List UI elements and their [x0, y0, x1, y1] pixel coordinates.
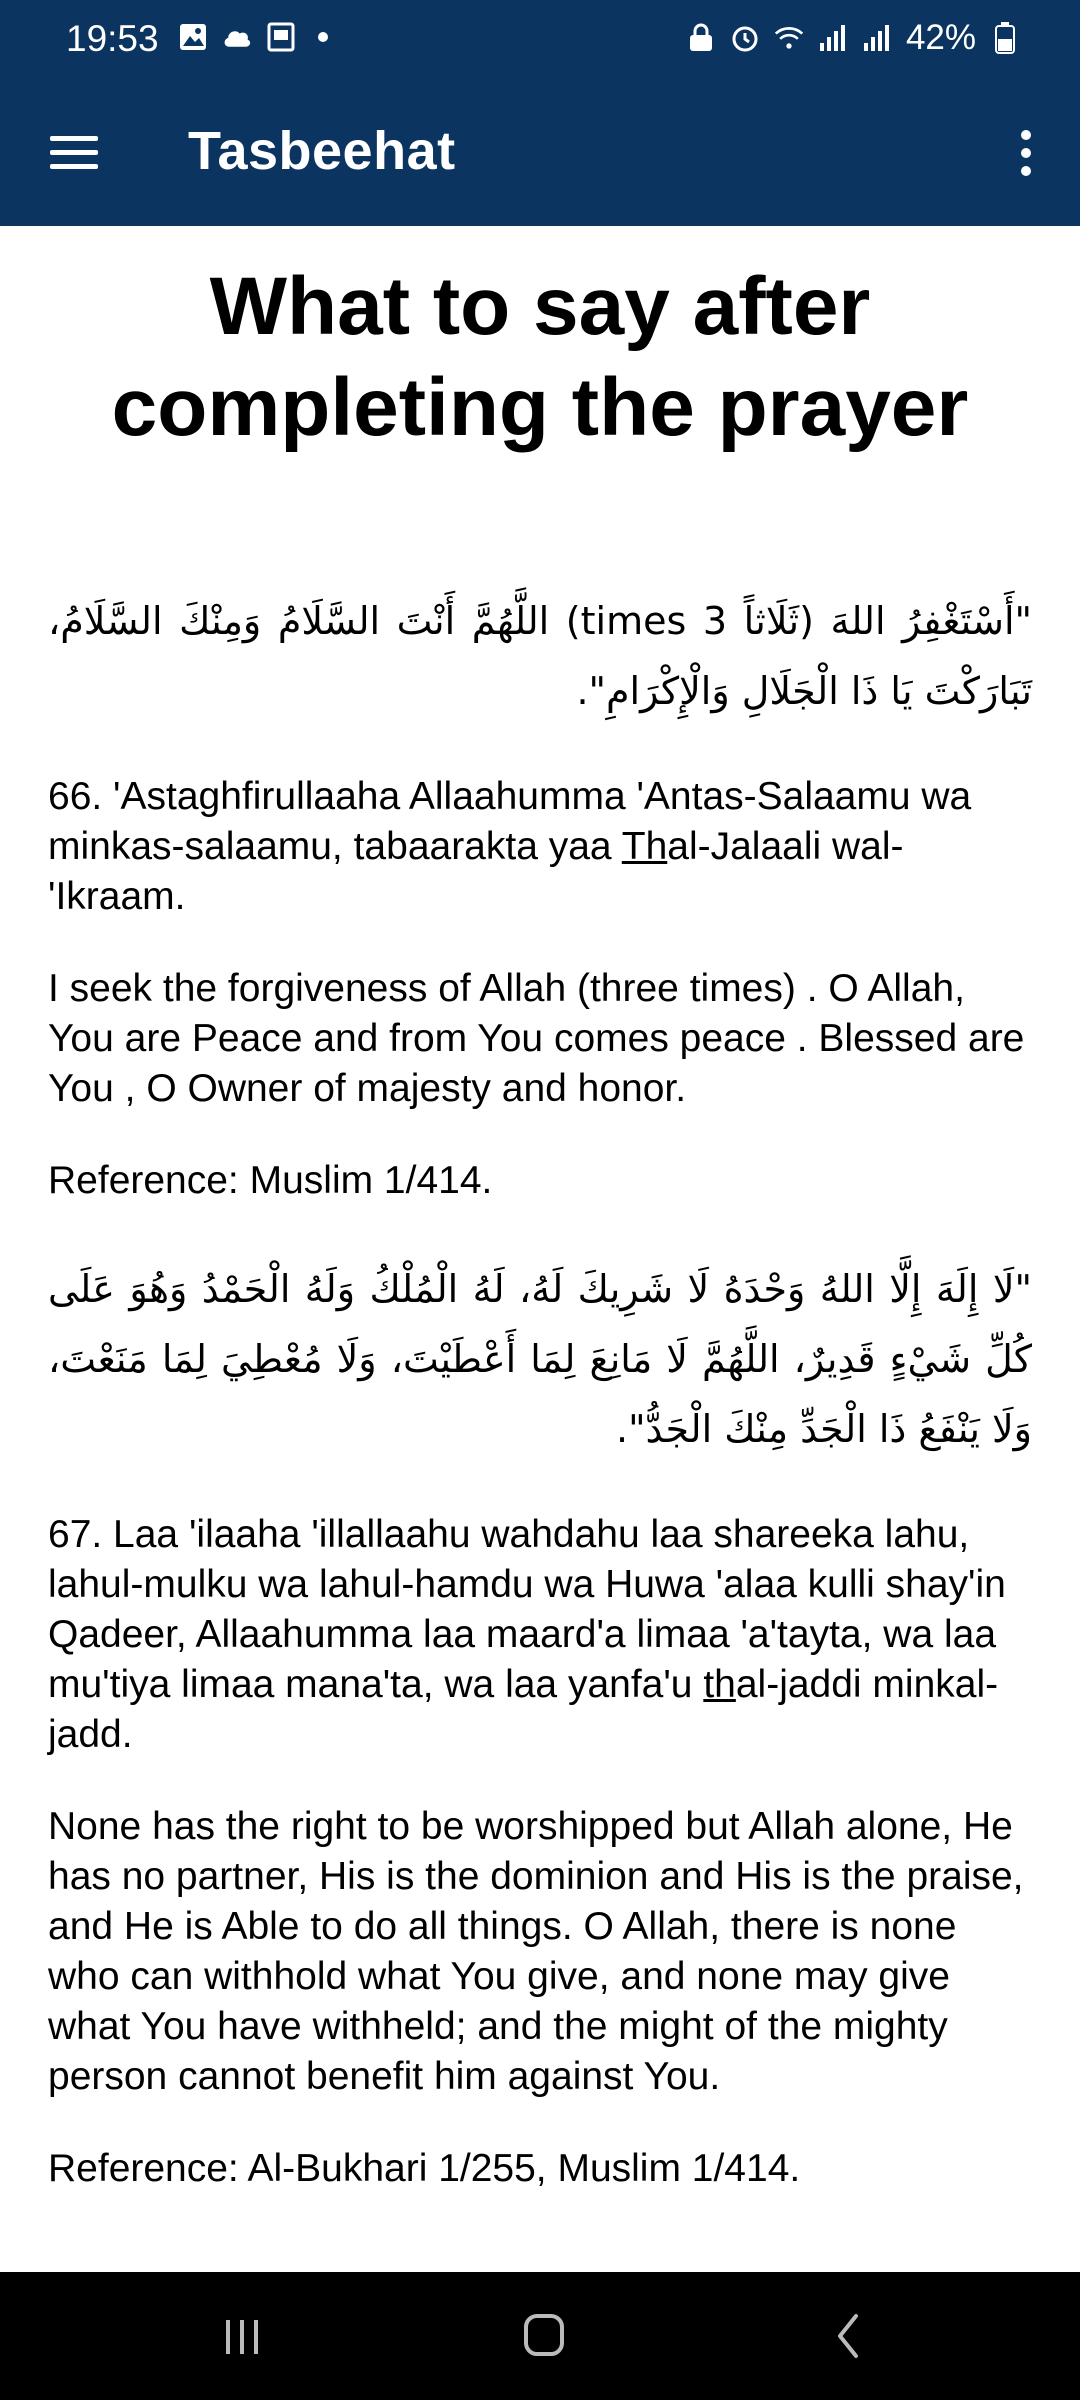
- battery-percent: 42%: [905, 18, 976, 57]
- transliteration-67-underlined: th: [703, 1663, 736, 1706]
- cloud-notification-icon: [222, 22, 252, 52]
- transliteration-66-part2: al-Jalaali wal-'Ikraam.: [48, 825, 904, 918]
- more-options-icon[interactable]: [1006, 126, 1046, 182]
- gallery-notification-icon: [178, 22, 208, 52]
- status-time: 19:53: [66, 18, 159, 59]
- transliteration-66-part1: 66. 'Astaghfirullaaha Allaahumma 'Antas-Salaamu wa minkas-salaamu, tabaarakta yaa: [48, 775, 972, 868]
- navigation-bar: [0, 2272, 1080, 2400]
- content-scroll[interactable]: [0, 226, 1080, 2272]
- signal-icon: [818, 23, 848, 53]
- page-title: What to say after completing the prayer: [111, 261, 969, 453]
- lock-icon: [686, 23, 716, 53]
- transliteration-67-part2: al-jaddi minkal-jadd.: [48, 1663, 999, 1756]
- menu-icon[interactable]: [44, 130, 104, 176]
- arabic-text-66: "أَسْتَغْفِرُ اللهَ (ثَلَاثاً 3 times) اللَّهُمَّ أَنْتَ السَّلَامُ وَمِنْكَ السَّلَامُ، تَبَارَكْتَ يَا ذَا الْجَلَالِ وَالْإِكْرَامِ".: [48, 599, 1033, 713]
- translation-66: I seek the forgiveness of Allah (three times) . O Allah, You are Peace and from You comes peace . Blessed are You , O Owner of majesty and honor.: [48, 967, 1025, 1110]
- wifi-icon: [774, 23, 804, 53]
- home-icon[interactable]: [484, 2272, 604, 2400]
- app-bar: [0, 80, 1080, 226]
- back-icon[interactable]: [790, 2272, 910, 2400]
- status-bar: [0, 0, 1080, 80]
- alarm-icon: [730, 23, 760, 53]
- transliteration-67-part1: 67. Laa 'ilaaha 'illallaahu wahdahu laa shareeka lahu, lahul-mulku wa lahul-hamdu wa Huwa 'alaa kulli shay'in Qadeer, Allaahumma laa maard'a limaa 'a'tayta, wa laa mu'tiya limaa mana'ta, wa laa yanfa'u: [48, 1513, 1006, 1706]
- arabic-text-67: "لَا إِلَهَ إِلَّا اللهُ وَحْدَهُ لَا شَرِيكَ لَهُ، لَهُ الْمُلْكُ وَلَهُ الْحَمْدُ وَهُوَ عَلَى كُلِّ شَيْءٍ قَدِيرٌ، اللَّهُمَّ لَا مَانِعَ لِمَا أَعْطَيْتَ، وَلَا مُعْطِيَ لِمَا مَنَعْتَ، وَلَا يَنْفَعُ ذَا الْجَدِّ مِنْكَ الْجَدُّ".: [48, 1267, 1032, 1451]
- reference-66: Reference: Muslim 1/414.: [48, 1159, 493, 1202]
- recent-apps-icon[interactable]: [182, 2272, 302, 2400]
- transliteration-66-underlined: Th: [621, 825, 668, 868]
- translation-67: None has the right to be worshipped but Allah alone, He has no partner, His is the dominion and His is the praise, and He is Able to do all things. O Allah, there is none who can withhold what You give, and none may give what You have withheld; and the might of the mighty person cannot benefit him against You.: [48, 1805, 1024, 2098]
- reference-67: Reference: Al-Bukhari 1/255, Muslim 1/414.: [48, 2147, 801, 2190]
- signal-2-icon: [862, 23, 892, 53]
- app-title: Tasbeehat: [188, 121, 456, 181]
- app-notification-icon: [266, 22, 296, 52]
- transliteration-67: [48, 1510, 1032, 1760]
- transliteration-66: [48, 772, 1032, 922]
- battery-icon: [990, 23, 1020, 53]
- more-notifications-dot-icon: [318, 32, 328, 42]
